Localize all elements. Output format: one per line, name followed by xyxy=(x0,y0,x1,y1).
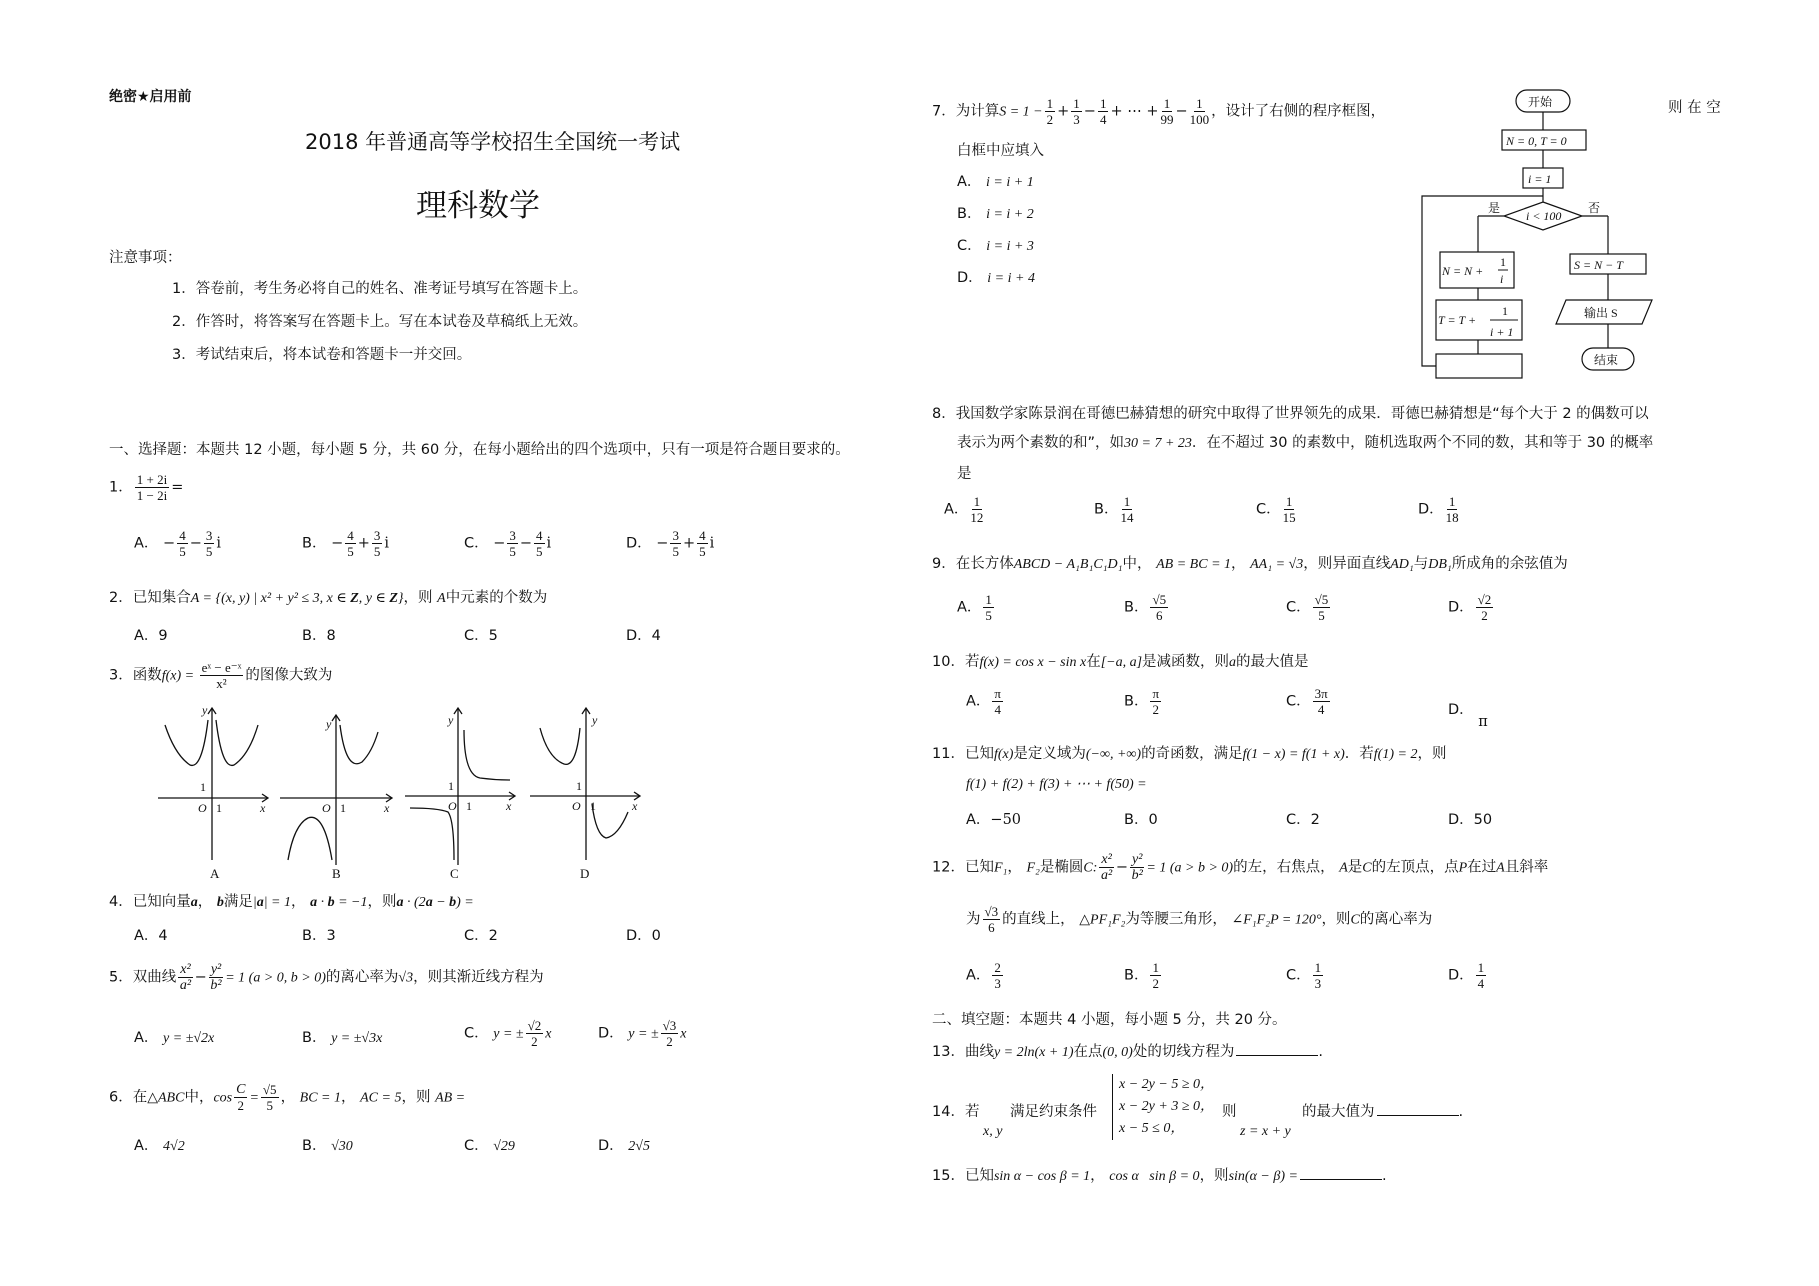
q14-suffix: 则 xyxy=(1222,1104,1237,1120)
q10-option-b: B． $\frac{\pi}{2}$ xyxy=(1124,686,1160,717)
svg-text:结束: 结束 xyxy=(1594,353,1619,367)
svg-text:S = N − T: S = N − T xyxy=(1574,258,1623,272)
svg-text:N = N +: N = N + xyxy=(1442,264,1484,278)
q10-option-a: A． $\frac{\pi}{4}$ xyxy=(966,686,1001,717)
q14-objective: z = x + y xyxy=(1240,1124,1291,1139)
svg-text:1: 1 xyxy=(200,780,206,794)
notes-label: 注意事项： xyxy=(109,250,182,266)
section2-title: 二、填空题：本题共 4 小题，每小题 5 分，共 20 分。 xyxy=(932,1012,1287,1028)
q10-option-d: D． π xyxy=(1448,702,1488,730)
svg-text:1: 1 xyxy=(448,779,454,793)
q4-option-d: D．0 xyxy=(626,928,661,944)
svg-text:i + 1: i + 1 xyxy=(1490,325,1514,339)
q7-option-d: D． i = i + 4 xyxy=(957,270,1035,286)
svg-text:i < 100: i < 100 xyxy=(1526,209,1562,223)
q7-option-c: C． i = i + 3 xyxy=(957,238,1034,254)
q2-option-d: D．4 xyxy=(626,628,661,644)
q1-option-a: A． − $\frac{4}{5}$ − $\frac{3}{5}$ i xyxy=(134,528,221,559)
exam-title: 2018 年普通高等学校招生全国统一考试 xyxy=(305,130,681,154)
svg-text:N = 0, T = 0: N = 0, T = 0 xyxy=(1506,134,1567,148)
q12-line2: 为 $\frac{√3}{6}$ 的直线上， △PF₁F₂为等腰三角形， ∠F₁F₂P = 120°，则C的离心率为 xyxy=(966,904,1433,935)
question-2: 2．已知集合A = {(x, y) | x² + y² ≤ 3, x ∈ Z, y ∈ Z}，则 A中元素的个数为 xyxy=(109,590,548,606)
q9-option-d: D． $\frac{√2}{2}$ xyxy=(1448,592,1492,623)
note-item: 3．考试结束后，将本试卷和答题卡一并交回。 xyxy=(172,347,472,363)
q8-option-d: D． $\frac{1}{18}$ xyxy=(1418,494,1459,525)
svg-text:O: O xyxy=(572,799,581,813)
q15-answer-blank[interactable] xyxy=(1300,1179,1382,1180)
svg-text:开始: 开始 xyxy=(1528,95,1553,109)
q5-option-a: A． y = ±√2x xyxy=(134,1030,215,1046)
q13-answer-blank[interactable] xyxy=(1236,1055,1318,1056)
q2-option-b: B．8 xyxy=(302,628,336,644)
q8-line3: 是 xyxy=(957,466,972,482)
svg-text:O: O xyxy=(448,799,457,813)
svg-text:x: x xyxy=(632,799,638,813)
q6-option-d: D． 2√5 xyxy=(598,1138,650,1154)
q5-option-c: C． y = ± $\frac{√2}{2}$ x xyxy=(464,1018,552,1049)
q8-option-c: C． $\frac{1}{15}$ xyxy=(1256,494,1296,525)
q7-suffix2: 则 在 空 xyxy=(1668,100,1721,116)
svg-text:1: 1 xyxy=(216,801,222,815)
question-9: 9．在长方体ABCD − A₁B₁C₁D₁中， AB = BC = 1， AA₁ = √3，则异面直线AD₁与DB₁所成角的余弦值为 xyxy=(932,556,1568,572)
svg-text:x: x xyxy=(384,801,390,815)
q12-option-b: B． $\frac{1}{2}$ xyxy=(1124,960,1159,991)
svg-text:y: y xyxy=(326,717,332,731)
q5-option-b: B． y = ±√3x xyxy=(302,1030,383,1046)
q9-option-a: A． $\frac{1}{5}$ xyxy=(957,592,992,623)
svg-text:1: 1 xyxy=(590,799,596,813)
q6-option-a: A． 4√2 xyxy=(134,1138,185,1154)
q11-option-a: A．−50 xyxy=(966,812,1022,828)
question-14: 14．若 xyxy=(932,1104,980,1120)
subject-title: 理科数学 xyxy=(416,188,540,224)
svg-text:O: O xyxy=(198,801,207,815)
q8-option-a: A． $\frac{1}{12}$ xyxy=(944,494,984,525)
q6-option-c: C． √29 xyxy=(464,1138,515,1154)
q1-option-d: D． − $\frac{3}{5}$ + $\frac{4}{5}$ i xyxy=(626,528,715,559)
graph-label-c: C xyxy=(450,866,459,880)
q4-option-a: A．4 xyxy=(134,928,168,944)
graph-label-d: D xyxy=(580,866,590,880)
svg-text:否: 否 xyxy=(1588,201,1601,215)
svg-text:x: x xyxy=(506,799,512,813)
graph-label-b: B xyxy=(332,866,341,880)
q6-option-b: B． √30 xyxy=(302,1138,353,1154)
question-8: 8．我国数学家陈景润在哥德巴赫猜想的研究中取得了世界领先的成果．哥德巴赫猜想是“每个大于 2 的偶数可以 xyxy=(932,406,1649,422)
q11-option-b: B．0 xyxy=(1124,812,1158,828)
q8-option-b: B． $\frac{1}{14}$ xyxy=(1094,494,1134,525)
svg-text:输出 S: 输出 S xyxy=(1584,306,1618,320)
question-7: 7．为计算S = 1 − $\frac{1}{2}$ + $\frac{1}{3}$ − $\frac{1}{4}$ + ⋯ + $\frac{1}{99}$ − $\frac{1}{100}$ ，设计了右侧的程序框图， xyxy=(932,96,1386,127)
question-6: 6．在△ABC中，cos $\frac{C}{2}$ = $\frac{√5}{5}$ ， BC = 1， AC = 5，则 AB = xyxy=(109,1082,466,1113)
q10-option-c: C． $\frac{3\pi}{4}$ xyxy=(1286,686,1328,717)
svg-text:x: x xyxy=(260,801,266,815)
q14-tail: 的最大值为 . xyxy=(1302,1104,1464,1120)
q14-answer-blank[interactable] xyxy=(1377,1115,1459,1116)
q7-option-a: A． i = i + 1 xyxy=(957,174,1034,190)
question-11: 11．已知f(x)是定义域为(−∞, +∞)的奇函数，满足f(1 − x) = f(1 + x)．若f(1) = 2，则 xyxy=(932,746,1447,762)
q1-option-c: C． − $\frac{3}{5}$ − $\frac{4}{5}$ i xyxy=(464,528,552,559)
svg-text:1: 1 xyxy=(340,801,346,815)
svg-text:y: y xyxy=(448,713,454,727)
svg-text:y: y xyxy=(202,703,208,717)
question-10: 10．若f(x) = cos x − sin x在[−a, a]是减函数，则a的最大值是 xyxy=(932,654,1309,670)
question-4: 4．已知向量a， b满足|a| = 1， a · b = −1，则a · (2a − b) = xyxy=(109,894,474,910)
q11-option-c: C．2 xyxy=(1286,812,1320,828)
q9-option-c: C． $\frac{√5}{5}$ xyxy=(1286,592,1329,623)
question-1: 1． $\frac{1 + 2i}{1 - 2i}$ = xyxy=(109,472,184,503)
q11-expression: f(1) + f(2) + f(3) + ⋯ + f(50) = xyxy=(966,777,1147,792)
q12-option-d: D． $\frac{1}{4}$ xyxy=(1448,960,1485,991)
question-3: 3．函数f(x) = $\frac{\text{eˣ − e⁻ˣ}}{\text{x²}}$ 的图像大致为 xyxy=(109,660,333,691)
svg-text:1: 1 xyxy=(466,799,472,813)
secret-label: 绝密★启用前 xyxy=(109,89,192,105)
section1-title: 一、选择题：本题共 12 小题，每小题 5 分，共 60 分，在每小题给出的四个选项中，只有一项是符合题目要求的。 xyxy=(109,442,850,458)
q4-option-b: B．3 xyxy=(302,928,336,944)
q14-mid: 满足约束条件 xyxy=(1010,1104,1097,1120)
q11-option-d: D．50 xyxy=(1448,812,1493,828)
q7-option-b: B． i = i + 2 xyxy=(957,206,1034,222)
svg-text:是: 是 xyxy=(1488,201,1501,215)
graph-label-a: A xyxy=(210,866,220,880)
q14-constraints: x − 2y − 5 ≥ 0， x − 2y + 3 ≥ 0， x − 5 ≤ 0， xyxy=(1112,1074,1214,1140)
svg-text:1: 1 xyxy=(1500,255,1506,269)
svg-text:y: y xyxy=(592,713,598,727)
q2-option-c: C．5 xyxy=(464,628,498,644)
flow-blank-node xyxy=(1436,354,1522,378)
q1-option-b: B． − $\frac{4}{5}$ + $\frac{3}{5}$ i xyxy=(302,528,390,559)
q5-option-d: D． y = ± $\frac{√3}{2}$ x xyxy=(598,1018,687,1049)
note-item: 1．答卷前，考生务必将自己的姓名、准考证号填写在答题卡上。 xyxy=(172,281,588,297)
flowchart xyxy=(1420,86,1680,386)
q12-option-c: C． $\frac{1}{3}$ xyxy=(1286,960,1322,991)
question-13: 13．曲线y = 2ln(x + 1)在点(0, 0)处的切线方程为 . xyxy=(932,1044,1323,1060)
q8-line2: 表示为两个素数的和”，如30 = 7 + 23．在不超过 30 的素数中，随机选取两个不同的数，其和等于 30 的概率 xyxy=(957,435,1654,451)
q2-option-a: A．9 xyxy=(134,628,168,644)
svg-text:i = 1: i = 1 xyxy=(1528,172,1552,186)
svg-text:O: O xyxy=(322,801,331,815)
note-item: 2．作答时，将答案写在答题卡上。写在本试卷及草稿纸上无效。 xyxy=(172,314,588,330)
svg-text:1: 1 xyxy=(576,779,582,793)
q14-vars: x, y xyxy=(983,1124,1003,1139)
svg-text:1: 1 xyxy=(1502,304,1508,318)
q4-option-c: C．2 xyxy=(464,928,498,944)
q3-graphs xyxy=(150,700,660,880)
q12-option-a: A． $\frac{2}{3}$ xyxy=(966,960,1001,991)
q9-option-b: B． $\frac{√5}{6}$ xyxy=(1124,592,1167,623)
question-12: 12．已知F₁， F₂是椭圆C: $\frac{\text{x²}}{\text{a²}}$ − $\frac{\text{y²}}{\text{b²}}$ = 1 (a > b > 0)的左，右焦点， A是C的左顶点，点P在过A且斜率 xyxy=(932,852,1549,883)
svg-text:T = T +: T = T + xyxy=(1438,313,1477,327)
svg-text:i: i xyxy=(1500,272,1504,286)
question-5: 5．双曲线 $\frac{\text{x²}}{\text{a²}}$ − $\frac{\text{y²}}{\text{b²}}$ = 1 (a > 0, b > 0)的离心率为√3，则其渐近线方程为 xyxy=(109,962,544,993)
question-15: 15．已知sin α − cos β = 1， cos α sin β = 0，则sin(α − β) = . xyxy=(932,1168,1387,1184)
q7-line2: 白框中应填入 xyxy=(957,143,1044,159)
